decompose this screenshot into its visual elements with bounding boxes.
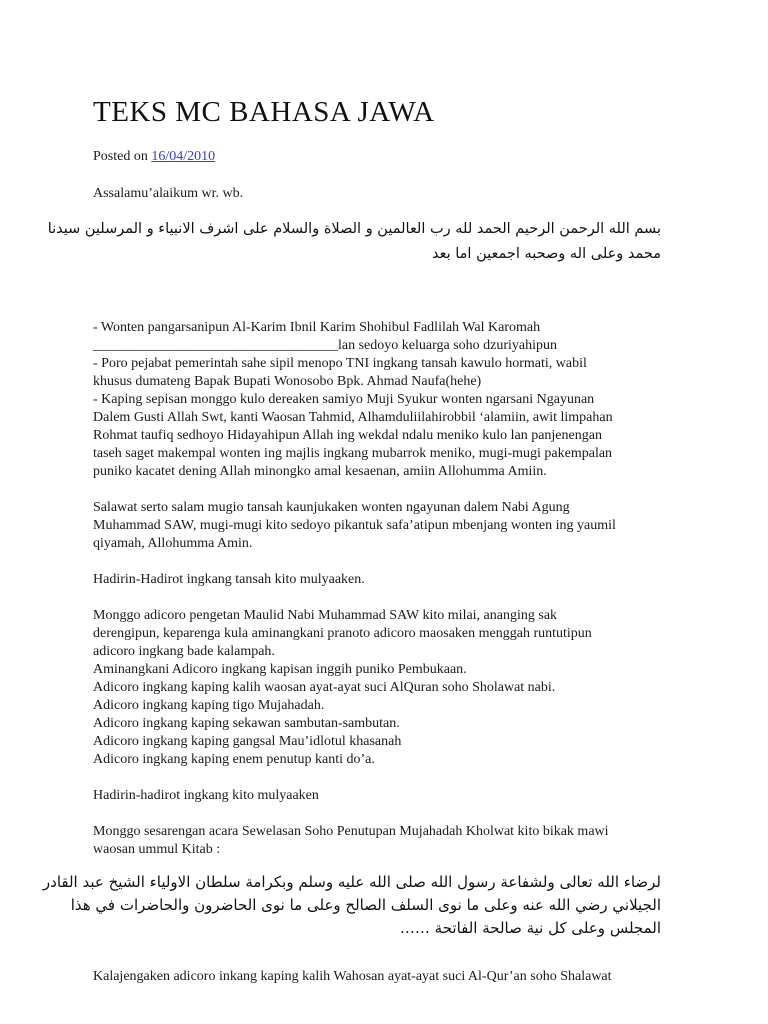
text-line: Rohmat taufiq sedhoyo Hidayahipun Allah ing wekdal ndalu meniko kulo lan panjenengan [93,428,602,443]
posted-line [93,148,679,166]
arabic-line: بسم الله الرحمن الرحيم الحمد لله رب العالمين و الصلاة والسلام على اشرف الانبياء و المرسلين سيدنا [47,221,661,237]
paragraph-hadirin-2: Hadirin-hadirot ingkang kito mulyaaken [93,788,319,803]
text-line: derengipun, keparenga kula aminangkani pranoto adicoro maosaken menggah runtutipun [93,626,592,641]
paragraph-agenda [93,607,679,769]
posted-label: Posted on [93,149,152,164]
text-line: Adicoro ingkang kaping tigo Mujahadah. [93,698,325,713]
text-line: Monggo adicoro pengetan Maulid Nabi Muhammad SAW kito milai, ananging sak [93,608,558,623]
text-line: - Poro pejabat pemerintah sahe sipil menopo TNI ingkang tansah kawulo hormati, wabil [93,356,587,371]
arabic-line: الجيلاني رضي الله عنه وعلى ما نوى السلف الصالح وعلى ما نوى الحاضرون والحاضرات في هذا [70,896,661,914]
greeting: Assalamu’alaikum wr. wb. [93,186,244,201]
arabic-line: محمد وعلى اله وصحبه اجمعين اما بعد [432,246,661,262]
text-line: Muhammad SAW, mugi-mugi kito sedoyo pikantuk safa’atipun mbenjang wonten ing yaumil [93,518,616,533]
text-line: adicoro ingkang bade kalampah. [93,644,275,659]
text-line: puniko kacatet dening Allah minongko amal kesaenan, amiin Allohumma Amiin. [93,464,547,479]
arabic-line: لرضاء الله تعالى ولشفاعة رسول الله صلى الله عليه وسلم وبكرامة سلطان الاولياء الشيخ عبد القادر [42,873,661,891]
document-page [42,92,679,986]
page-title: TEKS MC BAHASA JAWA [93,96,435,128]
posted-date-link[interactable]: 16/04/2010 [151,149,216,164]
text-line: Adicoro ingkang kaping sekawan sambutan-sambutan. [93,716,400,731]
paragraph-ummul-kitab [93,823,679,859]
text-line: Aminangkani Adicoro ingkang kapisan inggih puniko Pembukaan. [93,662,467,677]
text-line: - Wonten pangarsanipun Al-Karim Ibnil Karim Shohibul Fadlilah Wal Karomah [93,320,541,335]
text-line: ___________________________________lan sedoyo keluarga soho dzuriyahipun [93,338,558,353]
text-line: Adicoro ingkang kaping gangsal Mau’idlotul khasanah [93,734,402,749]
text-line: waosan ummul Kitab : [93,842,221,857]
paragraph-hadirin: Hadirin-Hadirot ingkang tansah kito mulyaaken. [93,572,365,587]
text-line: Dalem Gusti Allah Swt, kanti Waosan Tahmid, Alhamduliilahirobbil ‘alamiin, awit limpahan [93,410,613,425]
text-line: qiyamah, Allohumma Amin. [93,536,253,551]
paragraph-salawat [93,499,679,553]
text-line: khusus dumateng Bapak Bupati Wonosobo Bpk. Ahmad Naufa(hehe) [93,374,482,389]
text-line: Monggo sesarengan acara Sewelasan Soho Penutupan Mujahadah Kholwat kito bikak mawi [93,824,609,839]
text-line: Adicoro ingkang kaping enem penutup kanti do’a. [93,752,375,767]
paragraph-greetings [93,319,679,481]
text-line: taseh saget makempal wonten ing majlis ingkang mubarrok meniko, mugi-mugi pakempalan [93,446,613,461]
paragraph-continue: Kalajengaken adicoro inkang kaping kalih Wahosan ayat-ayat suci Al-Qur’an soho Shalawat [93,969,612,984]
text-line: - Kaping sepisan monggo kulo dereaken samiyo Muji Syukur wonten ngarsani Ngayunan [93,392,595,407]
arabic-line: المجلس وعلى كل نية صالحة الفاتحة …… [399,919,661,937]
arabic-fatihah [42,871,661,940]
text-line: Adicoro ingkang kaping kalih waosan ayat-ayat suci AlQuran soho Sholawat nabi. [93,680,556,695]
text-line: Salawat serto salam mugio tansah kaunjukaken wonten ngayunan dalem Nabi Agung [93,500,570,515]
arabic-opening [47,217,661,267]
